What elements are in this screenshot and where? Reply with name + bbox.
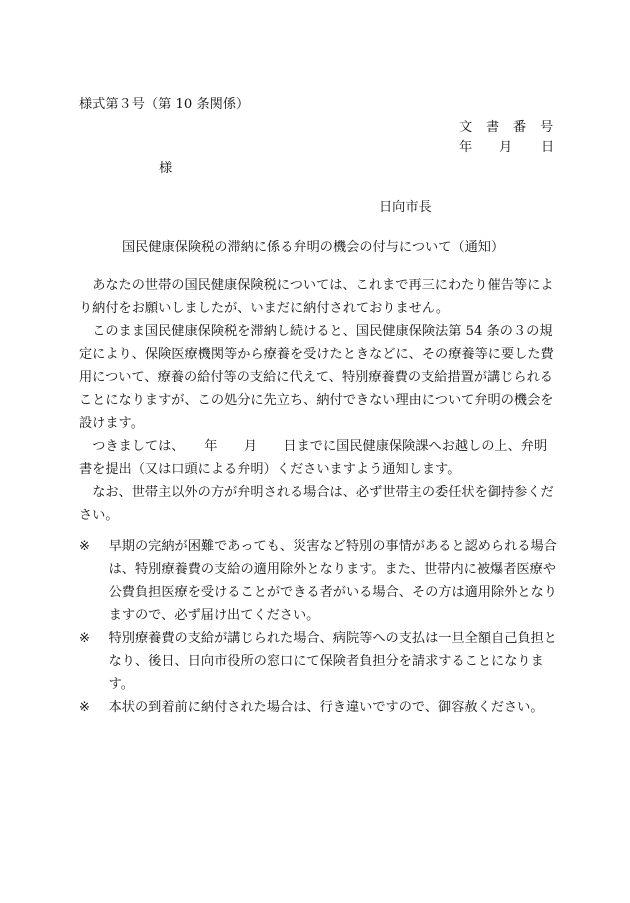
note-mark: ※ [79,700,91,715]
notes-section [79,535,557,719]
issuer: 日向市長 [379,200,432,215]
form-label: 様式第３号（第 10 条関係） [79,97,250,112]
addressee: 様 [159,161,173,176]
body-paragraph: つきましては、 年 月 日までに国民健康保険課へお越しの上、弁明書を提出（又は口頭による弁明）くださいますよう通知します。 [79,439,548,477]
body-paragraph: なお、世帯主以外の方が弁明される場合は、必ず世帯主の委任状を御持参ください。 [79,485,554,523]
date-year: 年 [459,140,473,155]
date-month: 月 [499,140,513,155]
doc-number-char: 番 [513,120,527,135]
note-item [79,627,557,696]
notice-body [79,274,557,527]
note-mark: ※ [79,631,91,646]
note-mark: ※ [79,539,91,554]
doc-number-char: 号 [540,120,554,135]
doc-number-char: 書 [486,120,500,135]
note-text: 本状の到着前に納付された場合は、行き違いですので、御容赦ください。 [108,700,544,715]
note-text: 早期の完納が困難であっても、災害など特別の事情があると認められる場合は、特別療養費の支給の適用除外となります。また、世帯内に被爆者医療や公費負担医療を受けることができる者がいる場合、その方は適用除外となりますので、必ず届け出てください。 [108,539,557,623]
doc-number-char: 文 [459,120,473,135]
body-paragraph: あなたの世帯の国民健康保険税については、これまで再三にわたり催告等により納付をお願いしましたが、いまだに納付されておりません。 [79,278,554,316]
date-day: 日 [541,140,555,155]
note-item [79,535,557,627]
body-paragraph: このまま国民健康保険税を滞納し続けると、国民健康保険法第 54 条の３の規定により、保険医療機関等から療養を受けたときなどに、その療養等に要した費用について、療養の給付等の支給に代えて、特別療養費の支給措置が講じられることになりますが、この処分に先立ち、納付できない理由について弁明の機会を設けます。 [79,324,554,431]
note-text: 特別療養費の支給が講じられた場合、病院等への支払は一旦全額自己負担となり、後日、日向市役所の窓口にて保険者負担分を請求することになります。 [108,631,557,692]
note-item [79,696,557,719]
date-line [459,136,554,159]
notice-subject: 国民健康保険税の滞納に係る弁明の機会の付与について（通知） [122,240,505,255]
